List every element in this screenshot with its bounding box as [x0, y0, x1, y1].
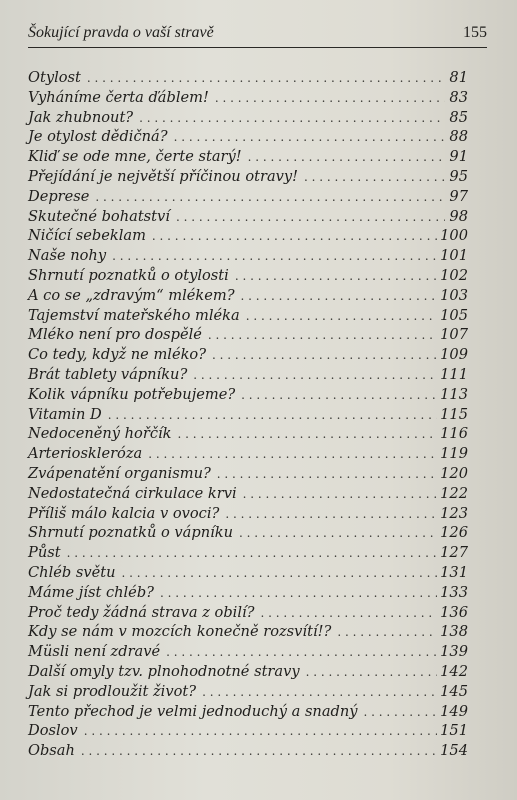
toc-dot-leader [215, 89, 445, 109]
toc-entry [28, 167, 468, 187]
toc-entry [28, 563, 468, 583]
toc-dot-leader [84, 722, 437, 742]
toc-entry [28, 68, 468, 88]
toc-entry [28, 207, 468, 227]
toc-entry [28, 127, 468, 147]
toc-entry-page-number: 85 [449, 108, 468, 126]
toc-dot-leader [225, 505, 437, 525]
toc-dot-leader [81, 742, 437, 762]
toc-entry [28, 583, 468, 603]
toc-entry-title: Máme jíst chléb? [28, 583, 154, 601]
toc-dot-leader [235, 267, 437, 287]
toc-entry-page-number: 102 [440, 266, 468, 284]
toc-entry-page-number: 98 [449, 207, 468, 225]
toc-entry-page-number: 107 [440, 326, 468, 344]
toc-dot-leader [202, 683, 437, 703]
toc-dot-leader [364, 703, 438, 723]
toc-entry [28, 523, 468, 543]
toc-entry-title: Je otylost dědičná? [28, 128, 168, 146]
toc-entry [28, 424, 468, 444]
toc-dot-leader [166, 643, 437, 663]
toc-entry-title: Co tedy, když ne mléko? [28, 346, 207, 364]
toc-dot-leader [248, 148, 445, 168]
toc-entry-title: Další omyly tzv. plnohodnotné stravy [28, 662, 300, 680]
running-head [28, 22, 487, 44]
toc-dot-leader [108, 406, 437, 426]
toc-entry-title: Proč tedy žádná strava z obilí? [28, 603, 255, 621]
toc-entry [28, 405, 468, 425]
toc-dot-leader [241, 287, 438, 307]
toc-entry [28, 246, 468, 266]
toc-entry-title: Tajemství mateřského mléka [28, 306, 240, 324]
toc-dot-leader [261, 604, 438, 624]
toc-entry [28, 543, 468, 563]
toc-entry-page-number: 142 [440, 662, 468, 680]
toc-entry-page-number: 133 [440, 583, 468, 601]
toc-entry-page-number: 120 [440, 464, 468, 482]
toc-entry-page-number: 126 [440, 524, 468, 542]
toc-entry [28, 642, 468, 662]
toc-entry-page-number: 116 [440, 425, 468, 443]
toc-entry-page-number: 151 [440, 722, 468, 740]
toc-entry [28, 741, 468, 761]
toc-entry-page-number: 83 [449, 88, 468, 106]
toc-entry-title: Přejídání je největší příčinou otravy! [28, 167, 299, 185]
toc-entry [28, 721, 468, 741]
toc-dot-leader [239, 524, 437, 544]
toc-entry-title: Nedostatečná cirkulace krvi [28, 484, 237, 502]
toc-dot-leader [160, 584, 437, 604]
toc-entry-page-number: 101 [440, 247, 468, 265]
toc-entry [28, 226, 468, 246]
toc-entry [28, 484, 468, 504]
toc-entry [28, 682, 468, 702]
table-of-contents [28, 68, 468, 761]
toc-entry [28, 385, 468, 405]
toc-dot-leader [306, 663, 438, 683]
toc-entry-page-number: 100 [440, 227, 468, 245]
toc-entry [28, 266, 468, 286]
toc-entry-title: Mléko není pro dospělé [28, 326, 202, 344]
toc-entry [28, 702, 468, 722]
toc-dot-leader [174, 128, 445, 148]
toc-entry [28, 622, 468, 642]
toc-entry-title: Chléb světu [28, 563, 116, 581]
toc-entry-title: Doslov [28, 722, 78, 740]
toc-entry [28, 662, 468, 682]
toc-entry-title: Vitamin D [28, 405, 102, 423]
toc-entry-page-number: 136 [440, 603, 468, 621]
running-head-page-number: 155 [463, 24, 487, 41]
toc-entry-title: Obsah [28, 742, 75, 760]
toc-entry-title: Brát tablety vápníku? [28, 365, 188, 383]
toc-dot-leader [178, 425, 438, 445]
toc-entry-page-number: 149 [440, 702, 468, 720]
toc-entry-title: Kolik vápníku potřebujeme? [28, 385, 236, 403]
toc-entry-title: Jak zhubnout? [28, 108, 134, 126]
toc-entry [28, 603, 468, 623]
toc-dot-leader [176, 208, 445, 228]
header-rule [28, 47, 487, 48]
toc-entry-title: Půst [28, 544, 61, 562]
toc-entry-page-number: 115 [440, 405, 468, 423]
toc-dot-leader [148, 445, 437, 465]
toc-entry [28, 187, 468, 207]
toc-entry-page-number: 139 [440, 643, 468, 661]
toc-entry-page-number: 127 [440, 544, 468, 562]
toc-entry [28, 147, 468, 167]
toc-entry [28, 444, 468, 464]
toc-dot-leader [193, 366, 437, 386]
toc-entry-title: Deprese [28, 187, 90, 205]
toc-dot-leader [243, 485, 438, 505]
toc-entry-page-number: 111 [440, 365, 468, 383]
toc-entry-title: Skutečné bohatství [28, 207, 170, 225]
toc-entry [28, 325, 468, 345]
toc-entry-page-number: 88 [449, 128, 468, 146]
toc-entry [28, 88, 468, 108]
toc-entry-title: Shrnutí poznatků o vápníku [28, 524, 234, 542]
toc-dot-leader [241, 386, 437, 406]
toc-dot-leader [217, 465, 437, 485]
toc-dot-leader [337, 623, 437, 643]
toc-entry-page-number: 91 [449, 148, 468, 166]
toc-entry [28, 108, 468, 128]
toc-entry-title: A co se „zdravým“ mlékem? [28, 286, 235, 304]
toc-dot-leader [152, 227, 437, 247]
toc-entry-page-number: 119 [440, 445, 468, 463]
toc-entry-page-number: 123 [440, 504, 468, 522]
toc-entry-page-number: 113 [440, 385, 468, 403]
toc-entry-title: Tento přechod je velmi jednoduchý a snadný [28, 702, 358, 720]
toc-entry-page-number: 122 [440, 484, 468, 502]
toc-entry-title: Vyháníme čerta ďáblem! [28, 88, 209, 106]
running-head-title: Šokující pravda o vaší stravě [28, 24, 214, 41]
toc-dot-leader [87, 69, 445, 89]
toc-dot-leader [304, 168, 445, 188]
toc-entry [28, 504, 468, 524]
toc-entry-title: Ničící sebeklam [28, 227, 146, 245]
toc-dot-leader [246, 307, 437, 327]
toc-entry-page-number: 95 [449, 167, 468, 185]
toc-dot-leader [121, 564, 437, 584]
toc-entry-title: Shrnutí poznatků o otylosti [28, 266, 229, 284]
toc-entry-page-number: 138 [440, 623, 468, 641]
toc-entry-page-number: 154 [440, 742, 468, 760]
toc-dot-leader [208, 326, 437, 346]
toc-entry-title: Otylost [28, 69, 81, 86]
toc-entry-page-number: 131 [440, 563, 468, 581]
toc-entry [28, 464, 468, 484]
toc-entry-page-number: 81 [449, 69, 468, 86]
toc-entry-title: Müsli není zdravé [28, 643, 161, 661]
toc-entry-title: Kdy se nám v mozcích konečně rozsvítí!? [28, 623, 332, 641]
toc-entry-page-number: 145 [440, 682, 468, 700]
toc-entry-title: Arterioskleróza [28, 445, 143, 463]
toc-entry-page-number: 109 [440, 346, 468, 364]
toc-entry-title: Nedoceněný hořčík [28, 425, 172, 443]
toc-entry [28, 365, 468, 385]
toc-dot-leader [95, 188, 445, 208]
toc-dot-leader [212, 346, 437, 366]
toc-entry [28, 345, 468, 365]
toc-dot-leader [112, 247, 437, 267]
toc-entry-title: Naše nohy [28, 247, 107, 265]
toc-dot-leader [139, 109, 445, 129]
toc-entry-page-number: 97 [449, 187, 468, 205]
toc-entry-page-number: 105 [440, 306, 468, 324]
toc-dot-leader [67, 544, 438, 564]
toc-entry-title: Kliď se ode mne, čerte starý! [28, 148, 242, 166]
toc-entry-title: Zvápenatění organismu? [28, 464, 211, 482]
toc-entry [28, 286, 468, 306]
toc-entry-title: Jak si prodloužit život? [28, 682, 197, 700]
toc-entry [28, 306, 468, 326]
toc-entry-page-number: 103 [440, 286, 468, 304]
toc-entry-title: Příliš málo kalcia v ovoci? [28, 504, 220, 522]
